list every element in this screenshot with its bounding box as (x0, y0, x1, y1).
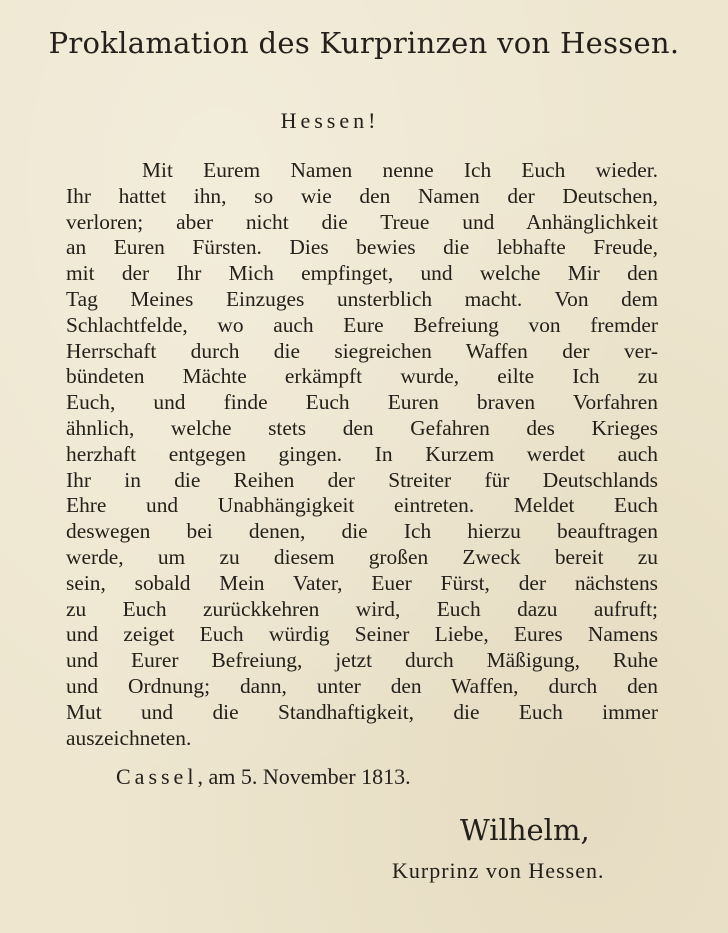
place: Cassel (116, 764, 198, 789)
body-line: Ehre und Unabhängigkeit eintreten. Meldet Euch (66, 493, 658, 518)
body-line: Ihr hattet ihn, so wie den Namen der Deutschen, (66, 183, 658, 208)
body-line: verloren; aber nicht die Treue und Anhänglichkeit (66, 209, 658, 234)
proclamation-body (66, 158, 658, 751)
body-line: bündeten Mächte erkämpft wurde, eilte Ich zu (66, 364, 658, 389)
place-date (116, 764, 411, 790)
body-line: Ihr in die Reihen der Streiter für Deutschlands (66, 467, 658, 492)
body-line: Herrschaft durch die siegreichen Waffen der ver- (66, 338, 658, 363)
body-line: deswegen bei denen, die Ich hierzu beauftragen (66, 519, 658, 544)
body-line: auszeichneten. (66, 725, 192, 750)
signature: Wilhelm, (460, 813, 590, 847)
body-line: und Ordnung; dann, unter den Waffen, durch den (66, 673, 658, 698)
body-line: Schlachtfelde, wo auch Eure Befreiung von fremder (66, 312, 658, 337)
body-line: herzhaft entgegen gingen. In Kurzem werdet auch (66, 441, 658, 466)
body-line: Mit Eurem Namen nenne Ich Euch wieder. (142, 158, 658, 182)
body-line: an Euren Fürsten. Dies bewies die lebhafte Freude, (66, 235, 658, 260)
body-line: und Eurer Befreiung, jetzt durch Mäßigung, Ruhe (66, 648, 658, 673)
body-line: und zeiget Euch würdig Seiner Liebe, Eures Namens (66, 622, 658, 647)
date: , am 5. November 1813. (197, 764, 411, 789)
body-line: werde, um zu diesem großen Zweck bereit zu (66, 544, 658, 569)
signature-title: Kurprinz von Hessen. (392, 858, 605, 883)
body-line: sein, sobald Mein Vater, Euer Fürst, der nächstens (66, 570, 658, 595)
body-line: mit der Ihr Mich empfinget, und welche Mir den (66, 261, 658, 286)
body-line: Tag Meines Einzuges unsterblich macht. Von dem (66, 286, 658, 311)
body-line: Euch, und finde Euch Euren braven Vorfahren (66, 390, 658, 415)
body-line: ähnlich, welche stets den Gefahren des Krieges (66, 415, 658, 440)
body-line: Mut und die Standhaftigkeit, die Euch immer (66, 699, 658, 724)
salutation: Hessen! (280, 108, 380, 133)
document-title: Proklamation des Kurprinzen von Hessen. (48, 26, 680, 60)
body-line: zu Euch zurückkehren wird, Euch dazu aufruft; (66, 596, 658, 621)
